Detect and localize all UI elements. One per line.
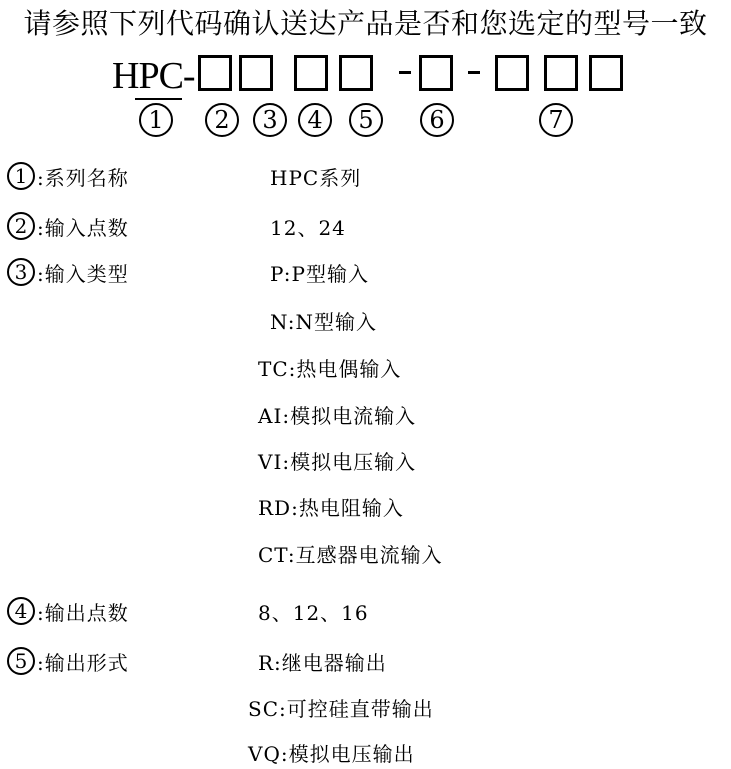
index-badge: 5 (7, 647, 35, 675)
spec-row-output-points (0, 596, 731, 628)
position-number-5: 5 (349, 103, 383, 137)
index-badge: 1 (7, 162, 35, 190)
spec-value: VI:模拟电压输入 (258, 450, 417, 474)
spec-label: :输出点数 (37, 601, 129, 625)
spec-row-input-type-cont (0, 445, 731, 477)
spec-value: 8、12、16 (258, 601, 369, 625)
position-number-7: 7 (539, 103, 573, 137)
spec-row-input-type-cont (0, 305, 731, 337)
spec-value: SC:可控硅直带输出 (248, 697, 434, 721)
index-badge: 4 (7, 597, 35, 625)
prefix-underline (135, 98, 182, 100)
spec-value: 12、24 (270, 216, 346, 240)
spec-row-series (0, 161, 731, 193)
code-box-4 (294, 55, 328, 91)
spec-row-input-type-cont (0, 491, 731, 523)
spec-value: CT:互感器电流输入 (258, 543, 443, 567)
position-number-4: 4 (298, 103, 332, 137)
spec-value: HPC系列 (270, 166, 362, 190)
spec-row-output-form-cont (0, 737, 731, 769)
code-box-7b (544, 55, 578, 91)
spec-row-output-form (0, 646, 731, 678)
code-box-5 (339, 55, 373, 91)
index-badge: 2 (7, 212, 35, 240)
code-separator (468, 71, 480, 74)
model-code-diagram (112, 50, 632, 146)
position-number-6: 6 (420, 103, 454, 137)
code-separator (399, 71, 411, 74)
spec-row-input-type-cont (0, 538, 731, 570)
spec-label: :系列名称 (37, 166, 129, 190)
spec-value: R:继电器输出 (258, 651, 387, 675)
spec-value: TC:热电偶输入 (258, 357, 402, 381)
index-badge: 3 (7, 258, 35, 286)
spec-value: P:P型输入 (270, 262, 369, 286)
spec-label: :输入点数 (37, 216, 129, 240)
model-prefix: HPC- (112, 55, 195, 97)
position-number-3: 3 (253, 103, 287, 137)
spec-row-output-form-cont (0, 692, 731, 724)
spec-label: :输入类型 (37, 262, 129, 286)
spec-row-input-points (0, 211, 731, 243)
page-title: 请参照下列代码确认送达产品是否和您选定的型号一致 (23, 7, 708, 40)
spec-row-input-type (0, 257, 731, 289)
spec-row-input-type-cont (0, 399, 731, 431)
spec-row-input-type-cont (0, 352, 731, 384)
code-box-7c (589, 55, 623, 91)
code-box-3 (239, 55, 273, 91)
position-number-1: 1 (139, 103, 173, 137)
position-number-2: 2 (205, 103, 239, 137)
spec-value: VQ:模拟电压输出 (248, 742, 415, 766)
code-box-2 (198, 55, 232, 91)
spec-value: AI:模拟电流输入 (258, 404, 417, 428)
spec-value: N:N型输入 (270, 310, 378, 334)
spec-label: :输出形式 (37, 651, 129, 675)
code-box-7a (495, 55, 529, 91)
spec-value: RD:热电阻输入 (258, 496, 404, 520)
code-box-6 (419, 55, 453, 91)
